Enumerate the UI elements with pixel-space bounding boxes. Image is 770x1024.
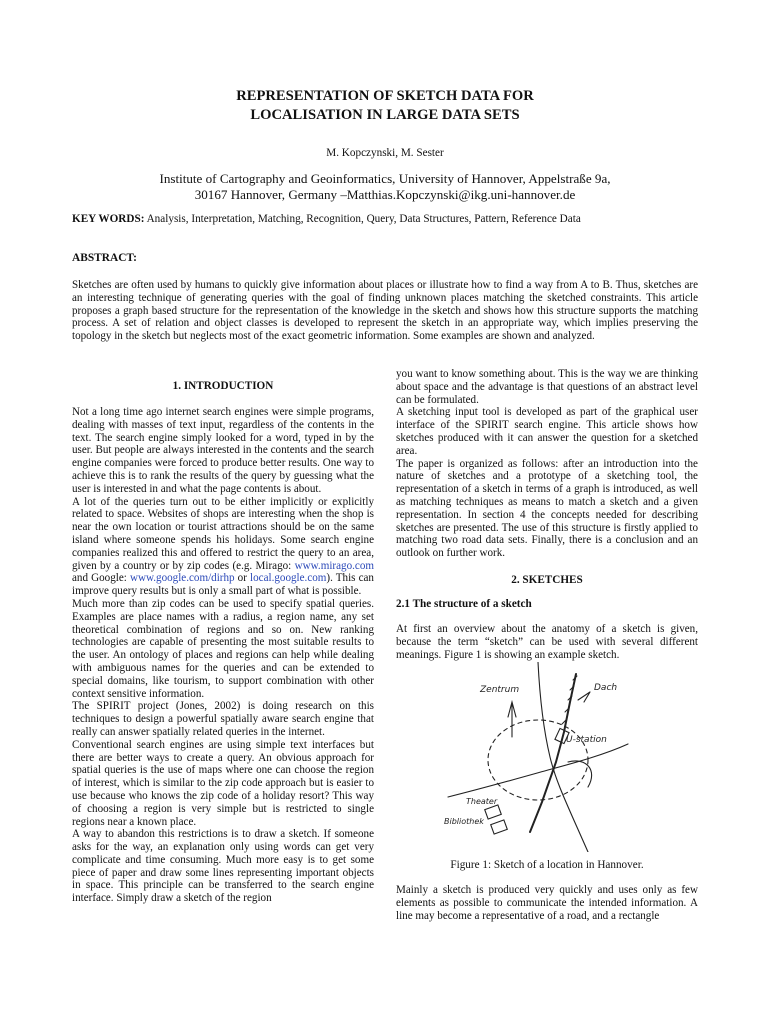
sketch-road-2 xyxy=(448,744,628,797)
institute-line-2: 30167 Hannover, Germany –Matthias.Kopczynski@ikg.uni-hannover.de xyxy=(194,187,576,202)
sketch-label-theater: Theater xyxy=(466,797,498,806)
sketch-label-dach: Dach xyxy=(594,683,618,693)
intro-paragraph-6: A way to abandon this restrictions is to draw a sketch. If someone asks for the way, an explanation only using words can get very complicate and time consuming. Much more easy is to get some piece of paper and draw some lines representing important objects in space. This principle can be transferred to the search engine interface. Simply draw a sketch of the region xyxy=(72,828,374,905)
intro-paragraph-4: The SPIRIT project (Jones, 2002) is doing research on this techniques to design a powerful spatially aware search engine that really can answer spatially related queries in the internet. xyxy=(72,700,374,738)
figure-1-caption: Figure 1: Sketch of a location in Hannover. xyxy=(450,859,644,871)
title-line-2: LOCALISATION IN LARGE DATA SETS xyxy=(250,107,520,123)
sketch-area-ellipse xyxy=(488,720,588,800)
title-line-1: REPRESENTATION OF SKETCH DATA FOR xyxy=(236,88,534,104)
left-column xyxy=(72,380,374,905)
sketch-road-3 xyxy=(568,761,592,787)
abstract-text: Sketches are often used by humans to quickly give information about places or illustrate how to find a way from A to B. Thus, sketches are an interesting technique of generating queries with the goal of finding unknown places matching the sketched constraints. This article proposes a graph based structure for the representation of the knowledge in the sketch and shows how this structure supports the matching process. A set of relation and object classes is developed to represent the sketch in an appropriate way, which implies preserving the topology in the sketch but neglects most of the exact geometric information. Some examples are shown and analyzed. xyxy=(72,279,698,343)
sketch-label-bibliothek: Bibliothek xyxy=(444,817,484,826)
institute xyxy=(0,171,770,203)
sketch-label-zentrum: Zentrum xyxy=(480,685,520,695)
keywords-text: Analysis, Interpretation, Matching, Recognition, Query, Data Structures, Pattern, Reference Data xyxy=(144,213,581,225)
right-paragraph-2: A sketching input tool is developed as part of the graphical user interface of the SPIRIT search engine. This article shows how sketches produced with it can answer the question for a sketched area. xyxy=(396,406,698,457)
intro-p2-text-b: and Google: xyxy=(72,572,130,585)
intro-paragraph-1: Not a long time ago internet search engines were simple programs, dealing with masses of text input, regardless of the contents in the text. The search engine simply looked for a word, typed in by the user. But people are always interested in the contents and the search engine companies were forced to produce better results. One way to achieve this is to rank the results of the query by guessing what the user is interested in and what the page contents is about. xyxy=(72,406,374,495)
sketch-label-ubahn: U-station xyxy=(566,735,607,745)
intro-paragraph-3: Much more than zip codes can be used to specify spatial queries. Examples are place names with a radius, a region name, any set theoretical combination of regions and so on. New ranking technologies are capable of presenting the most suitable results to the user. An ontology of places and regions can help while dealing with ambiguous names for the queries and can be extended to special domains, like tourism, to support combination with other context sensitive information. xyxy=(72,597,374,700)
right-column-top xyxy=(396,368,698,560)
google-dirhp-link[interactable]: www.google.com/dirhp xyxy=(129,572,235,585)
intro-p2-text-a: A lot of the queries turn out to be either implicitly or explicitly related to space. Websites of shops are interesting when the shop is near the own location or tourist attractions should be on the same island where someone spends his holidays. Some search engine companies realized this and offered to restrict the query to an area, given by a country or by zip codes (e.g. Mirago: xyxy=(72,495,374,572)
right-paragraph-4: At first an overview about the anatomy of a sketch is given, because the term “sketch” can be used with several different meanings. Figure 1 is showing an example sketch. xyxy=(396,623,698,661)
keywords xyxy=(72,213,712,225)
intro-p2-text-c: or xyxy=(234,572,251,585)
sketch-arrow-right xyxy=(578,692,590,702)
sketch-road-1 xyxy=(538,662,588,852)
sketch-arrow-up xyxy=(508,702,516,737)
section-2-heading: 2. SKETCHES xyxy=(511,574,583,586)
institute-line-1: Institute of Cartography and Geoinformatics, University of Hannover, Appelstraße 9a, xyxy=(159,171,611,186)
sketch-building-1 xyxy=(485,805,502,819)
right-paragraph-5: Mainly a sketch is produced very quickly and uses only as few elements as possible to communicate the intended information. A line may become a representative of a road, and a rectangle xyxy=(396,884,698,922)
mirago-link[interactable]: www.mirago.com xyxy=(294,559,374,572)
subsection-2-1-heading: 2.1 The structure of a sketch xyxy=(396,598,532,610)
authors: M. Kopczynski, M. Sester xyxy=(326,147,444,159)
sketch-figure xyxy=(438,662,664,852)
right-paragraph-1: you want to know something about. This is the way we are thinking about space and the advantage is that questions of an abstract level can be formulated. xyxy=(396,368,698,406)
section-1-heading: 1. INTRODUCTION xyxy=(172,380,274,392)
intro-paragraph-2 xyxy=(72,496,374,598)
intro-p2-text-d: ). This can improve query results but is only a small part of what is possible. xyxy=(72,572,374,598)
keywords-label: KEY WORDS: xyxy=(72,213,145,225)
intro-paragraph-5: Conventional search engines are using simple text interfaces but there are better ways to create a query. An obvious approach for spatial queries is the use of maps where one can choose the region of interest, which is similar to the zip code approach but is easier to use because who knows the zip code of a holiday resort? This way of choosing a region is very simple but is restricted to single regions near a known place. xyxy=(72,738,374,828)
right-paragraph-3: The paper is organized as follows: after an introduction into the nature of sketches and a prototype of a sketching tool, the representation of a sketch in terms of a graph is introduced, as well as matching techniques as means to match a sketch and a given representation. In section 4 the concepts needed for describing sketches are presented. The use of this structure is firstly applied to matching two road data sets. Finally, there is a conclusion and an outlook on further work. xyxy=(396,457,698,560)
paper-title xyxy=(0,87,770,125)
google-local-link[interactable]: local.google.com xyxy=(250,572,327,585)
abstract-heading: ABSTRACT: xyxy=(72,252,137,264)
sketch-building-2 xyxy=(491,820,508,834)
